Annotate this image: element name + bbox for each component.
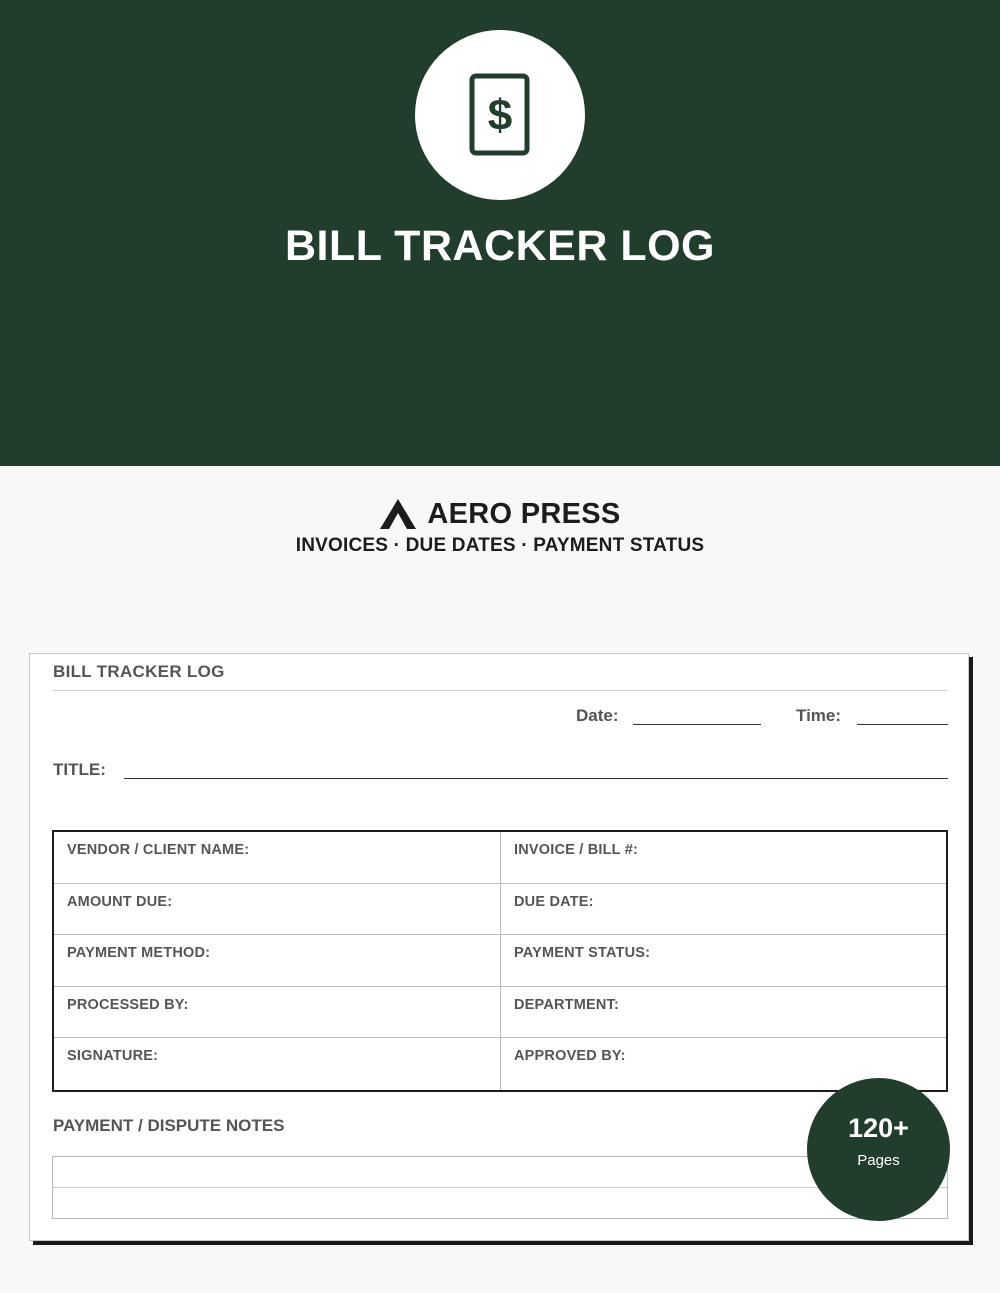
badge-number: 120+ (848, 1113, 909, 1143)
page-count-badge (807, 1078, 950, 1221)
badge-label: Pages (857, 1152, 900, 1169)
date-line (633, 724, 761, 725)
title-line (124, 778, 948, 779)
cover-title: BILL TRACKER LOG (284, 222, 716, 270)
field-approved-by: APPROVED BY: (514, 1048, 626, 1065)
date-label: Date: (576, 706, 619, 725)
time-label: Time: (796, 706, 842, 725)
field-processed-by: PROCESSED BY: (54, 987, 501, 1039)
svg-text:$: $ (487, 91, 513, 140)
sheet-title-divider (53, 690, 947, 691)
aero-press-logo (379, 498, 417, 530)
field-department: DEPARTMENT: (501, 987, 946, 1039)
fields-grid (52, 830, 948, 1092)
sheet-title: BILL TRACKER LOG (53, 662, 225, 681)
field-signature: SIGNATURE: (54, 1038, 501, 1090)
icon-circle (415, 30, 585, 200)
notes-label: PAYMENT / DISPUTE NOTES (53, 1116, 285, 1135)
field-due-date: DUE DATE: (501, 884, 946, 936)
brand (0, 494, 1000, 534)
field-amount-due: AMOUNT DUE: (54, 884, 501, 936)
field-invoice-bill-number: INVOICE / BILL #: (501, 832, 946, 884)
tagline: INVOICES · DUE DATES · PAYMENT STATUS (295, 535, 705, 556)
field-payment-method: PAYMENT METHOD: (54, 935, 501, 987)
notes-divider (53, 1187, 947, 1188)
brand-name: AERO PRESS (427, 497, 621, 530)
cover-header (0, 0, 1000, 466)
dollar-bill-icon (415, 30, 585, 200)
title-label: TITLE: (53, 760, 106, 779)
field-payment-status: PAYMENT STATUS: (501, 935, 946, 987)
time-line (857, 724, 948, 725)
field-vendor-client-name: VENDOR / CLIENT NAME: (54, 832, 501, 884)
